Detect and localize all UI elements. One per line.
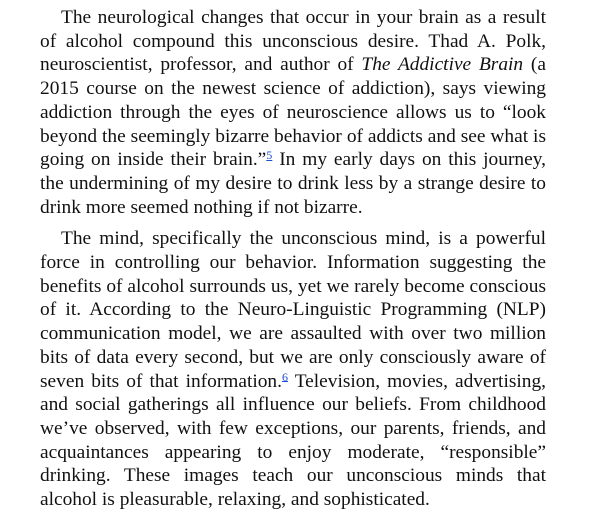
footnote-link-5[interactable]: 5: [266, 147, 273, 162]
paragraph-1-text-b: (a 2015 course on the newest science of addiction), says viewing addiction through the eyes of neuroscience allows us to “look beyond the seemingly bizarre behavior of addicts and see what is going on inside their brain.”: [40, 54, 546, 171]
footnote-link-6[interactable]: 6: [281, 369, 288, 384]
paragraph-1: [40, 6, 546, 219]
book-title: The Addictive Brain: [361, 54, 524, 76]
paragraph-2-text-b: Television, movies, advertising, and social gatherings all influence our beliefs. From childhood we’ve observed, with few exceptions, our parents, friends, and acquaintances appearing to enjoy moderate, “responsible” drinking. These images teach our unconscious minds that alcohol is pleasurable, relaxing, and sophisticated.: [40, 370, 547, 511]
paragraph-1-text-a: The neurological changes that occur in your brain as a result of alcohol compound this unconscious desire. Thad A. Polk, neuroscientist, professor, and author of: [40, 7, 546, 76]
document-body: [40, 6, 546, 512]
paragraph-1-text-c: In my early days on this journey, the undermining of my desire to drink less by a strange desire to drink more seemed nothing if not bizarre.: [40, 149, 546, 218]
paragraph-2-text-a: The mind, specifically the unconscious mind, is a powerful force in controlling our behavior. Information suggesting the benefits of alcohol surrounds us, yet we rarely become conscious of it. According to the Neuro-Linguistic Programming (NLP) communication model, we are assaulted with over two million bits of data every second, but we are only consciously aware of seven bits of that information.: [40, 228, 546, 392]
paragraph-2: [40, 227, 546, 511]
